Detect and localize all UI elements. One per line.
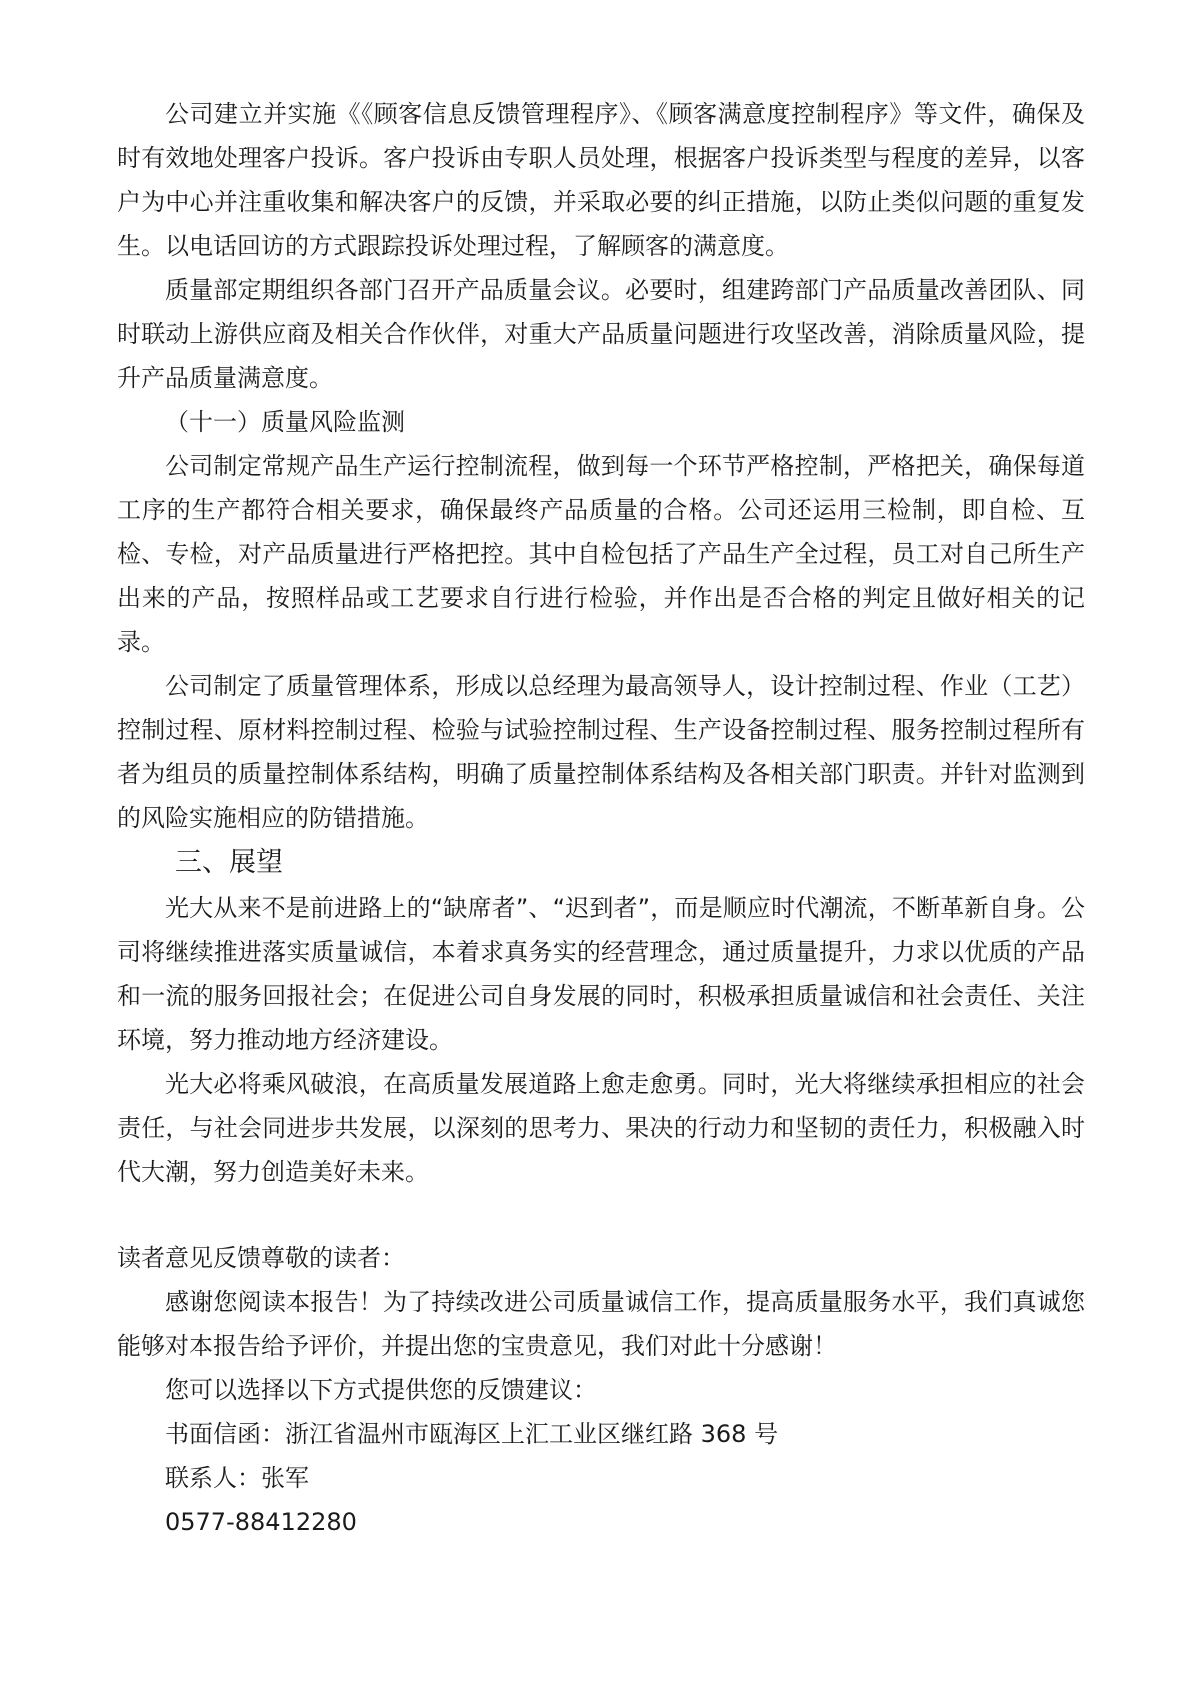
paragraph-complaint-handling: 公司建立并实施《《顾客信息反馈管理程序》、《顾客满意度控制程序》等文件，确保及时有效地处理客户投诉。客户投诉由专职人员处理，根据客户投诉类型与程度的差异，以客户为中心并注重收集和解决客户的反馈，并采取必要的纠正措施，以防止类似问题的重复发生。以电话回访的方式跟踪投诉处理过程，了解顾客的满意度。	[117, 100, 1085, 260]
subheading-quality-risk-monitoring: （十一）质量风险监测	[165, 408, 405, 436]
feedback-methods-intro: 您可以选择以下方式提供您的反馈建议：	[165, 1376, 597, 1404]
feedback-thanks: 感谢您阅读本报告！为了持续改进公司质量诚信工作，提高质量服务水平，我们真诚您能够对本报告给予评价，并提出您的宝贵意见，我们对此十分感谢！	[117, 1288, 1085, 1360]
paragraph-quality-system: 公司制定了质量管理体系，形成以总经理为最高领导人，设计控制过程、作业（工艺）控制过程、原材料控制过程、检验与试验控制过程、生产设备控制过程、服务控制过程所有者为组员的质量控制体系结构，明确了质量控制体系结构及各相关部门职责。并针对监测到的风险实施相应的防错措施。	[117, 672, 1085, 832]
feedback-address: 书面信函：浙江省温州市瓯海区上汇工业区继红路 368 号	[165, 1420, 779, 1448]
paragraph-outlook-1: 光大从来不是前进路上的“缺席者”、“迟到者”，而是顺应时代潮流，不断革新自身。公司将继续推进落实质量诚信，本着求真务实的经营理念，通过质量提升，力求以优质的产品和一流的服务回报社会；在促进公司自身发展的同时，积极承担质量诚信和社会责任、关注环境，努力推动地方经济建设。	[117, 894, 1085, 1054]
document-page	[117, 92, 1085, 1544]
paragraph-production-control: 公司制定常规产品生产运行控制流程，做到每一个环节严格控制，严格把关，确保每道工序的生产都符合相关要求，确保最终产品质量的合格。公司还运用三检制，即自检、互检、专检，对产品质量进行严格把控。其中自检包括了产品生产全过程，员工对自己所生产出来的产品，按照样品或工艺要求自行进行检验，并作出是否合格的判定且做好相关的记录。	[117, 452, 1085, 656]
feedback-contact-person: 联系人：张军	[165, 1464, 309, 1492]
paragraph-quality-meeting: 质量部定期组织各部门召开产品质量会议。必要时，组建跨部门产品质量改善团队、同时联动上游供应商及相关合作伙伴，对重大产品质量问题进行攻坚改善，消除质量风险，提升产品质量满意度。	[117, 276, 1085, 392]
feedback-phone: 0577-88412280	[165, 1508, 357, 1536]
feedback-title: 读者意见反馈尊敬的读者：	[117, 1244, 405, 1272]
section-heading-outlook: 三、展望	[175, 847, 283, 878]
paragraph-outlook-2: 光大必将乘风破浪，在高质量发展道路上愈走愈勇。同时，光大将继续承担相应的社会责任，与社会同进步共发展，以深刻的思考力、果决的行动力和坚韧的责任力，积极融入时代大潮，努力创造美好未来。	[117, 1070, 1085, 1186]
spacer	[117, 1194, 1085, 1236]
